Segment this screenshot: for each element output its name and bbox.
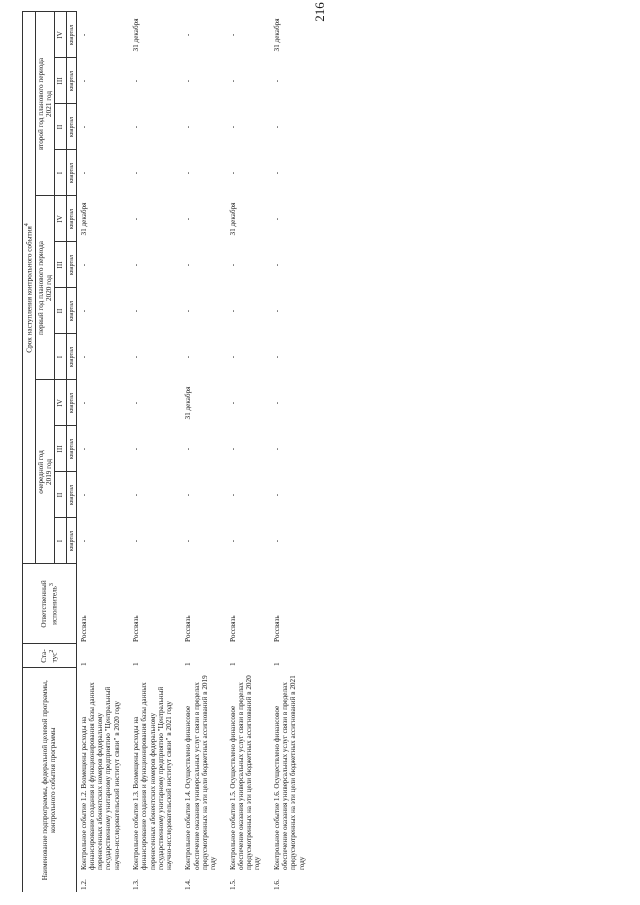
row-number: 1.2. xyxy=(79,879,88,890)
status-value: 1 xyxy=(79,662,88,666)
quarter-numeral: IV xyxy=(55,380,66,426)
quarter-cell: - xyxy=(79,33,88,37)
quarter-cell: - xyxy=(184,309,193,313)
quarter-label: квартал xyxy=(66,58,76,104)
row-number: 1.6. xyxy=(272,879,281,890)
quarter-numeral: III xyxy=(55,58,66,104)
quarter-cell: - xyxy=(79,171,88,175)
name-column-header: Наименование подпрограммы, федеральной целевой программы, контрольного события программы xyxy=(23,668,77,892)
quarter-label: квартал xyxy=(66,518,76,564)
quarter-label: квартал xyxy=(66,242,76,288)
quarter-cell: - xyxy=(272,309,281,313)
quarter-label: квартал xyxy=(66,196,76,242)
table-row xyxy=(181,12,225,892)
quarter-cell: 31 декабря xyxy=(272,18,281,52)
quarter-numeral: III xyxy=(55,426,66,472)
quarter-cell: - xyxy=(228,33,237,37)
quarter-numeral: IV xyxy=(55,196,66,242)
executor-value: Россвязь xyxy=(228,615,237,642)
table-body xyxy=(76,12,314,892)
quarter-label: квартал xyxy=(66,472,76,518)
quarter-cell: - xyxy=(272,263,281,267)
quarter-cell: - xyxy=(272,171,281,175)
quarter-cell: - xyxy=(272,493,281,497)
quarter-cell: - xyxy=(132,355,141,359)
quarter-cell: - xyxy=(132,79,141,83)
quarter-cell: - xyxy=(132,401,141,405)
table-header xyxy=(23,12,77,892)
quarter-numeral: IV xyxy=(55,12,66,58)
quarter-cell: - xyxy=(272,355,281,359)
executor-value: Россвязь xyxy=(132,615,141,642)
quarter-cell: - xyxy=(184,539,193,543)
quarter-cell: - xyxy=(228,125,237,129)
quarter-cell: - xyxy=(228,401,237,405)
quarter-numeral: I xyxy=(55,150,66,196)
quarter-numeral: II xyxy=(55,288,66,334)
quarter-cell: 31 декабря xyxy=(132,18,141,52)
quarter-label: квартал xyxy=(66,426,76,472)
row-number: 1.5. xyxy=(228,879,237,890)
quarter-numeral: I xyxy=(55,334,66,380)
quarter-cell: - xyxy=(228,355,237,359)
quarter-cell: - xyxy=(79,355,88,359)
period-group-header: Срок наступления контрольного события$^4$ xyxy=(23,12,36,564)
quarter-cell: 31 декабря xyxy=(79,202,88,236)
quarter-cell: - xyxy=(132,217,141,221)
quarter-cell: 31 декабря xyxy=(228,202,237,236)
quarter-cell: - xyxy=(132,309,141,313)
table-row xyxy=(129,12,181,892)
quarter-cell: - xyxy=(272,125,281,129)
quarter-cell: - xyxy=(272,217,281,221)
quarter-cell: - xyxy=(272,447,281,451)
quarter-cell: - xyxy=(79,401,88,405)
quarter-cell: - xyxy=(79,447,88,451)
quarter-cell: - xyxy=(132,539,141,543)
year-header-3: второй год планового периода 2021 год xyxy=(35,12,55,196)
quarter-cell: - xyxy=(272,401,281,405)
quarter-cell: - xyxy=(132,263,141,267)
quarter-label: квартал xyxy=(66,334,76,380)
quarter-numeral: II xyxy=(55,104,66,150)
quarter-cell: - xyxy=(184,263,193,267)
quarter-cell: - xyxy=(184,79,193,83)
quarter-cell: - xyxy=(228,539,237,543)
quarter-cell: - xyxy=(79,125,88,129)
executor-value: Россвязь xyxy=(79,615,88,642)
status-value: 1 xyxy=(184,662,193,666)
quarter-cell: - xyxy=(228,309,237,313)
control-events-table xyxy=(22,11,314,892)
event-name: Контрольное событие 1.6. Осуществлено финансовое обеспечение оказания универсальных услуг связи в пределах предусмотренных на эти цели бюджетных ассигнований в 2021 году xyxy=(272,675,306,870)
quarter-cell: - xyxy=(132,447,141,451)
status-column-header: Ста-тус$^2$ xyxy=(23,644,77,668)
quarter-cell: - xyxy=(228,493,237,497)
quarter-cell: - xyxy=(184,355,193,359)
quarter-cell: - xyxy=(79,493,88,497)
quarter-cell: - xyxy=(184,33,193,37)
quarter-cell: - xyxy=(79,539,88,543)
table-row xyxy=(270,12,314,892)
event-name: Контрольное событие 1.2. Возмещены расходы на финансирование создания и функционирования базы данных перенесенных абонентских номеров федеральному государственному унитарному предприятию "Центральный научно-исследовательский институт связи" в 2020 году xyxy=(79,682,121,870)
quarter-label: квартал xyxy=(66,380,76,426)
quarter-cell: - xyxy=(79,263,88,267)
quarter-cell: - xyxy=(228,447,237,451)
event-name: Контрольное событие 1.4. Осуществлено финансовое обеспечение оказания универсальных услуг связи в пределах предусмотренных на эти цели бюджетных ассигнований в 2019 году xyxy=(184,675,218,870)
status-value: 1 xyxy=(272,662,281,666)
quarter-cell: - xyxy=(79,79,88,83)
quarter-cell: - xyxy=(228,263,237,267)
quarter-cell: - xyxy=(272,79,281,83)
quarter-numeral: II xyxy=(55,472,66,518)
table-row xyxy=(76,12,129,892)
quarter-cell: 31 декабря xyxy=(184,386,193,420)
quarter-cell: - xyxy=(228,79,237,83)
row-number: 1.3. xyxy=(132,879,141,890)
event-name: Контрольное событие 1.5. Осуществлено финансовое обеспечение оказания универсальных услуг связи в пределах предусмотренных на эти цели бюджетных ассигнований в 2020 году xyxy=(228,675,262,870)
page-number: 216 xyxy=(312,2,327,22)
quarter-label: квартал xyxy=(66,12,76,58)
quarter-cell: - xyxy=(272,539,281,543)
quarter-cell: - xyxy=(184,217,193,221)
quarter-cell: - xyxy=(132,125,141,129)
quarter-cell: - xyxy=(79,309,88,313)
quarter-label: квартал xyxy=(66,288,76,334)
executor-value: Россвязь xyxy=(184,615,193,642)
table-row xyxy=(226,12,270,892)
status-value: 1 xyxy=(132,662,141,666)
status-value: 1 xyxy=(228,662,237,666)
executor-value: Россвязь xyxy=(272,615,281,642)
row-number: 1.4. xyxy=(184,879,193,890)
quarter-numeral: III xyxy=(55,242,66,288)
quarter-cell: - xyxy=(132,171,141,175)
year-header-2: первый год планового периода 2020 год xyxy=(35,196,55,380)
quarter-cell: - xyxy=(184,125,193,129)
quarter-numeral: I xyxy=(55,518,66,564)
event-name: Контрольное событие 1.3. Возмещены расходы на финансирование создания и функционирования базы данных перенесенных абонентских номеров федеральному государственному унитарному предприятию "Центральный научно-исследовательский институт связи" в 2021 году xyxy=(132,682,174,870)
quarter-cell: - xyxy=(228,171,237,175)
quarter-cell: - xyxy=(184,447,193,451)
quarter-cell: - xyxy=(184,493,193,497)
rotated-table-container xyxy=(22,12,622,892)
quarter-label: квартал xyxy=(66,150,76,196)
executor-column-header: Ответственный исполнитель$^3$ xyxy=(23,564,77,644)
quarter-cell: - xyxy=(132,493,141,497)
quarter-cell: - xyxy=(184,171,193,175)
year-header-1: очередной год 2019 год xyxy=(35,380,55,564)
quarter-label: квартал xyxy=(66,104,76,150)
